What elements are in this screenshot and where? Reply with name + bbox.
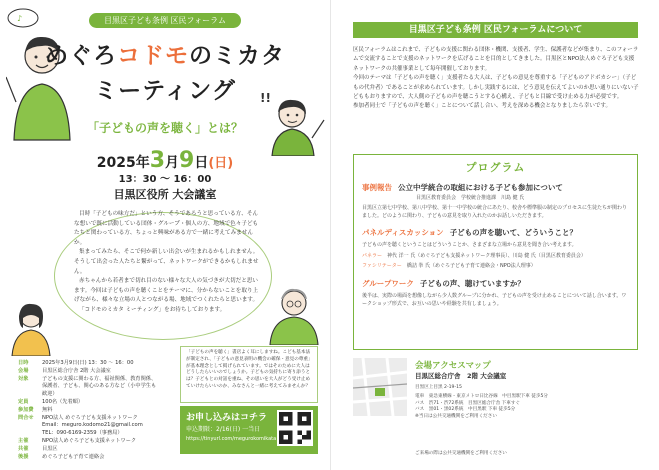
date-weekday: (日) [208,156,234,171]
intro-paragraph: 「コドモのミカタ ミーティング」をお待ちしております。 [79,306,226,313]
girl-illustration [6,300,56,356]
about-paragraph: 区民フォーラムはこれまで、子どもの支援に関わる団体・機関、支援者、学生、保護者などが集まり、このフォーラムで交流することで支援のネットワークを広げることを目的としてきました。目黒区とNPO法人めぐろ子ども支援ネットワークの共催事業として毎年開催しております。 [353,47,639,72]
info-label: 会場 [18,367,29,374]
access-note: ご来場の際は公共交通機関をご利用ください [415,451,507,456]
info-row [18,446,158,454]
intro-paragraph: 集まってみたら、そこで何か新しい出会いが生まれるかもしれません。そうして出会った人たちと繋がって、ネットワークができるかもしれません。 [74,249,259,275]
session-3-title: 子どもの声、聴けていますか？ [419,278,525,288]
route-line: バス 渋71・渋72系統 目黒区総合庁舎 下車すぐ [415,400,521,406]
flyer-back [330,0,659,470]
info-value: TEL：090-6169-2359（事務局） [42,430,123,437]
about-paragraph: 参加者同士で「子どもの声を聴く」ことについて話し合い、考えを深める機会となりましたら幸いです。 [353,103,611,110]
info-row [18,415,158,423]
info-value: Email：meguro.kodomo21@gmail.com [42,422,143,429]
session-1-tag: 事例報告 [362,183,392,192]
info-label [18,430,42,438]
session-1-heading [362,182,629,193]
event-time: 13：30 ～ 16：00 [118,174,212,185]
apply-deadline: 申込期限：2/16(日) 一当日 [186,426,261,433]
svg-text:!!: !! [260,91,271,105]
info-row [18,360,158,368]
apply-heading: お申し込みはコチラ [186,413,268,423]
info-row [18,407,158,415]
session-3-text: 後半は、実際の場面を想像しながら少人数グループに分かれ、子どもの声を受け止めることについて話し合います。ワークショップ形式で、お互いの思いや経験を共有しましょう。 [362,292,627,307]
session-3-tag: グループワーク [362,278,414,288]
about-text [353,46,639,112]
about-heading: 目黒区子ども条例 区民フォーラムについて [353,22,638,38]
intro-paragraph: 赤ちゃんから若者まで切れ目のない様々な大人の気づきが大切だと思います。今回は子どもの声を聴くことをテーマに、分からないことを取り上げながら、様々な立場の人とつながる場、地域でつくれたらと思います。 [74,278,259,304]
program-heading: プログラム [465,161,526,174]
date-year: 2025年 [96,155,150,171]
info-label: 定員 [18,398,29,405]
route-line: バス 黒01・黒02系統 中目黒駅 下車 徒歩5分 [415,407,516,413]
session-2-facilitator [362,263,629,271]
elder-illustration [262,285,326,345]
info-label: 対象 [18,375,29,382]
session-3-heading [362,278,629,289]
session-1-title: 公立中学統合の取組における子ども参加について [398,183,563,192]
info-value: 保護者、子ども、関心のある方など（小中学生も歓迎） [42,383,157,398]
info-value: 100名（先着順） [42,398,84,405]
info-row [18,368,158,376]
title-part-c: のミカタ [189,43,285,69]
intro-paragraph: 目時「子どもの味方だ」という方、そうであろうと思っている方、そんな想いで既に活動している団体・グループ・個人の方、地域で色々子どもたちと関わっている方、ちょっと興味がある方で一緒に考えてみませんか。 [74,211,259,246]
info-label: 参加費 [18,406,34,413]
access-map [353,358,407,416]
about-paragraph: 今回のテーマは「子どもの声を聴く」支援者たる大人は、子どもの意見を尊重する「子どものアドボカシー」（子どもの代弁者）であることが求められています。しかし実践するには、どう意見を伝えてよいのか思い通りにいない子どももおりますので、大人側の子どもの声を聴こうとする心構え、子どもと目線で受け止める力が必要です。 [353,75,639,101]
info-value: 無料 [42,406,53,413]
date-day-unit: 日 [194,155,209,171]
info-row [18,383,158,399]
route-line: ※当日は公共交通機関をご利用ください [415,413,497,419]
title-part-b: コドモ [117,43,189,69]
info-value: NPO法人 めぐろ子ども支援ネットワーク [42,414,138,421]
info-label: 問合せ [18,414,34,421]
info-label [18,422,42,430]
info-label: 日時 [18,360,29,366]
info-row [18,438,158,446]
qr-code-icon[interactable] [277,410,313,446]
info-label [18,383,42,399]
date-month-unit: 月 [165,155,180,171]
info-label: 後援 [18,453,29,460]
info-value: 子どもの支援に関わる方、福祉関係、教育関係、 [42,375,157,382]
session-2-title: 子どもの声を聴いて、どういうこと？ [449,228,578,238]
svg-text:♪: ♪ [17,14,23,23]
access-venue: 目黒区総合庁舎 2階 大会議室 [415,372,507,380]
title-line-2: ミーティング [94,78,236,104]
facilitator-label: ファシリテーター [362,263,402,270]
session-2-tag: パネルディスカッション [362,228,444,238]
panel-value: 神代 洋一 氏（めぐろ子ども支援ネットワーク理事長）、川島 健 氏（目黒区教育委員会） [387,252,586,259]
program-box [353,154,638,350]
info-value: 2025年3月9日(日) 13：30 ～ 16：00 [42,360,134,366]
info-value: 目黒区 [42,445,58,452]
facilitator-value: 橋詰 拳 氏（めぐろ子ども子育て連絡会・NPO法人理事） [406,263,536,270]
info-label: 主催 [18,437,29,444]
intro-text [74,210,260,316]
session-1-speaker: 目黒区教育委員会 学校統合推進課 川島 健 氏 [416,195,525,201]
access-heading: 会場アクセスマップ [415,361,491,371]
session-2-panel [362,253,629,261]
access-section [353,358,638,462]
title-part-a: めぐろ [45,43,117,69]
date-day: 9 [179,148,195,173]
info-value: NPO法人めぐろ子ども支援ネットワーク [42,437,137,444]
event-series-badge: 目黒区子ども条例 区民フォーラム [89,13,241,28]
info-value: 目黒区総合庁舎 2階 大会議室 [42,367,111,374]
session-2-heading [362,227,629,238]
info-label: 共催 [18,445,29,452]
info-row [18,430,158,438]
note-box: 「子どもの声を聴く」書店よく耳にしますね。こども基本法が制定され、「子どもの意見表明の機会の確保・意見の尊重」が基本理念として掲げられています。ではそのために大人はどうしたらいいのでしょうか。子どもの気持ちに寄り添うとは？子どもとの対話を重ね、その思いを大人がどう受け止めていけたらいいのか、みなさんと一緒に考えてみませんか？ [180,346,318,403]
access-routes [415,394,637,420]
session-1-text: 目黒区立第七中学校、第八中学校、第十一中学校の統合にあたり、校舎や標準服の制定のプロセスに生徒たちが関わりました。どのように関わり、子どもの意見を取り入れたのかお話しいただきます。 [362,205,628,219]
event-info-list [18,360,158,461]
session-2-text: 子どもの声を聴くということはどういうことか、さまざまな立場から意見を聞き合い考えます。 [362,242,577,249]
info-row [18,422,158,430]
info-row [18,399,158,407]
route-line: 電車 東急東横線・東京メトロ日比谷線 中目黒駅下車 徒歩5分 [415,394,549,399]
date-month: 3 [149,148,166,173]
subtitle: 「子どもの声を聴く」とは？ [86,121,243,135]
apply-panel[interactable] [180,406,318,454]
apply-url[interactable]: https://tinyurl.com/megurokomikata [186,436,277,442]
access-address: 目黒区上目黒 2-19-15 [415,385,462,390]
info-value: めぐろ子ども子育て連絡会 [42,453,105,460]
info-row [18,454,158,462]
title-line-1 [0,37,330,70]
event-venue: 目黒区役所 大会議室 [113,188,217,201]
speech-icon [6,8,40,30]
panel-label: パネラー [362,252,383,259]
